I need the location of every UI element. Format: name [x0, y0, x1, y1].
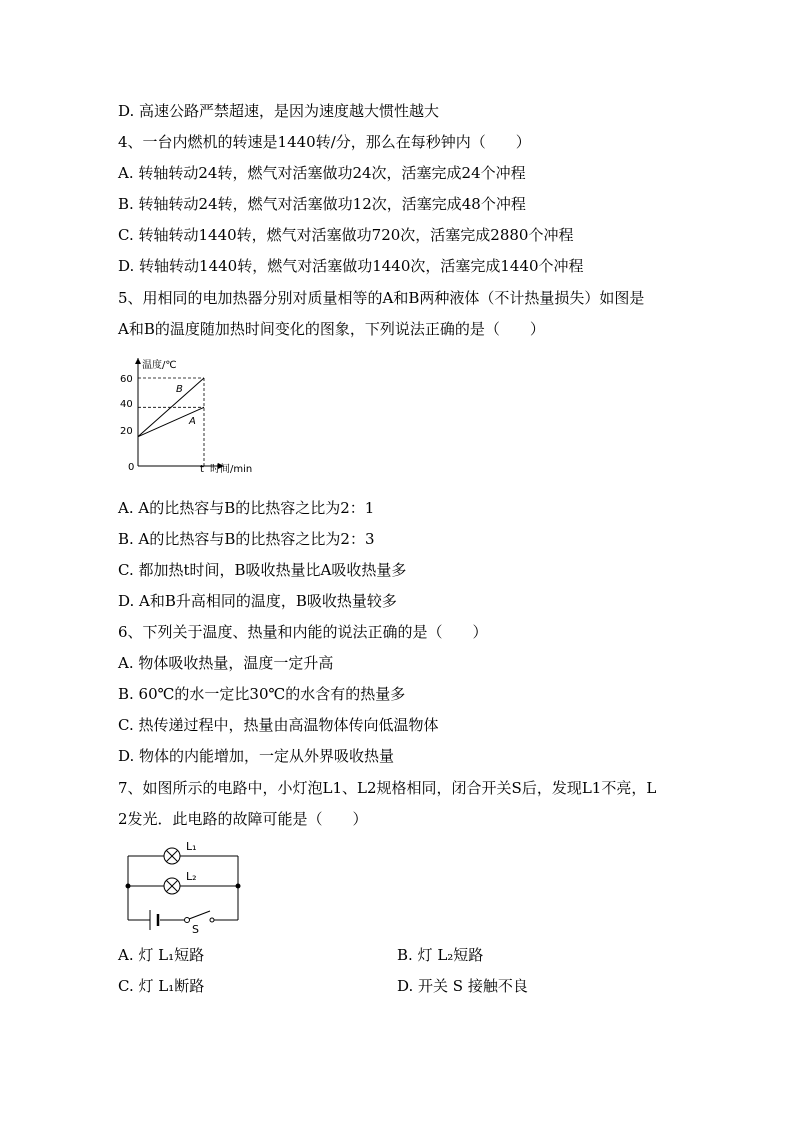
y-tick-60: 60: [120, 374, 133, 385]
y-axis-label: 温度/℃: [142, 360, 177, 371]
q6-option-d: D. 物体的内能增加，一定从外界吸收热量: [118, 747, 395, 765]
q5-option-a: A. A的比热容与B的比热容之比为2：1: [118, 499, 375, 517]
q5-stem-line2: A和B的温度随加热时间变化的图象，下列说法正确的是（ ）: [118, 320, 545, 338]
q5-option-c: C. 都加热t时间，B吸收热量比A吸收热量多: [118, 561, 407, 579]
x-tick-0: 0: [128, 462, 135, 473]
x-axis-label: 时间/min: [210, 464, 253, 475]
q7-option-a: A. 灯 L₁短路: [118, 946, 205, 964]
q7-option-d: D. 开关 S 接触不良: [397, 977, 528, 995]
q5-option-d: D. A和B升高相同的温度，B吸收热量较多: [118, 592, 397, 610]
q6-option-c: C. 热传递过程中，热量由高温物体传向低温物体: [118, 716, 439, 734]
q4-option-b: B. 转轴转动24转，燃气对活塞做功12次，活塞完成48个冲程: [118, 195, 526, 213]
q7-option-c: C. 灯 L₁断路: [118, 977, 205, 995]
y-tick-40: 40: [120, 399, 133, 410]
q4-stem: 4、一台内燃机的转速是1440转/分，那么在每秒钟内（ ）: [118, 133, 531, 151]
q7-stem-line2: 2发光．此电路的故障可能是（ ）: [118, 810, 368, 828]
lamp-l1-icon: [164, 848, 180, 864]
label-l2: L₂: [186, 870, 197, 883]
q3-option-d: D. 高速公路严禁超速，是因为速度越大惯性越大: [118, 102, 440, 120]
y-tick-20: 20: [120, 426, 133, 437]
label-l1: L₁: [186, 840, 197, 853]
circuit-diagram: [120, 838, 248, 934]
battery-icon: [150, 910, 158, 930]
q7-stem-line1: 7、如图所示的电路中，小灯泡L1、L2规格相同，闭合开关S后，发现L1不亮，L: [118, 779, 657, 797]
q7-option-b: B. 灯 L₂短路: [397, 946, 484, 964]
q6-option-a: A. 物体吸收热量，温度一定升高: [118, 654, 334, 672]
q6-stem: 6、下列关于温度、热量和内能的说法正确的是（ ）: [118, 623, 488, 641]
x-tick-t: t: [200, 464, 204, 475]
q4-option-a: A. 转轴转动24转，燃气对活塞做功24次，活塞完成24个冲程: [118, 164, 526, 182]
q5-stem-line1: 5、用相同的电加热器分别对质量相等的A和B两种液体（不计热量损失）如图是: [118, 289, 645, 307]
q5-option-b: B. A的比热容与B的比热容之比为2：3: [118, 530, 375, 548]
q4-option-d: D. 转轴转动1440转，燃气对活塞做功1440次，活塞完成1440个冲程: [118, 257, 584, 275]
series-label-a: A: [189, 416, 196, 427]
q6-option-b: B. 60℃的水一定比30℃的水含有的热量多: [118, 685, 406, 703]
switch-icon: [185, 911, 215, 923]
temperature-time-graph: [114, 352, 274, 478]
q4-option-c: C. 转轴转动1440转，燃气对活塞做功720次，活塞完成2880个冲程: [118, 226, 574, 244]
series-label-b: B: [176, 384, 183, 395]
label-s: S: [192, 923, 199, 934]
lamp-l2-icon: [164, 878, 180, 894]
